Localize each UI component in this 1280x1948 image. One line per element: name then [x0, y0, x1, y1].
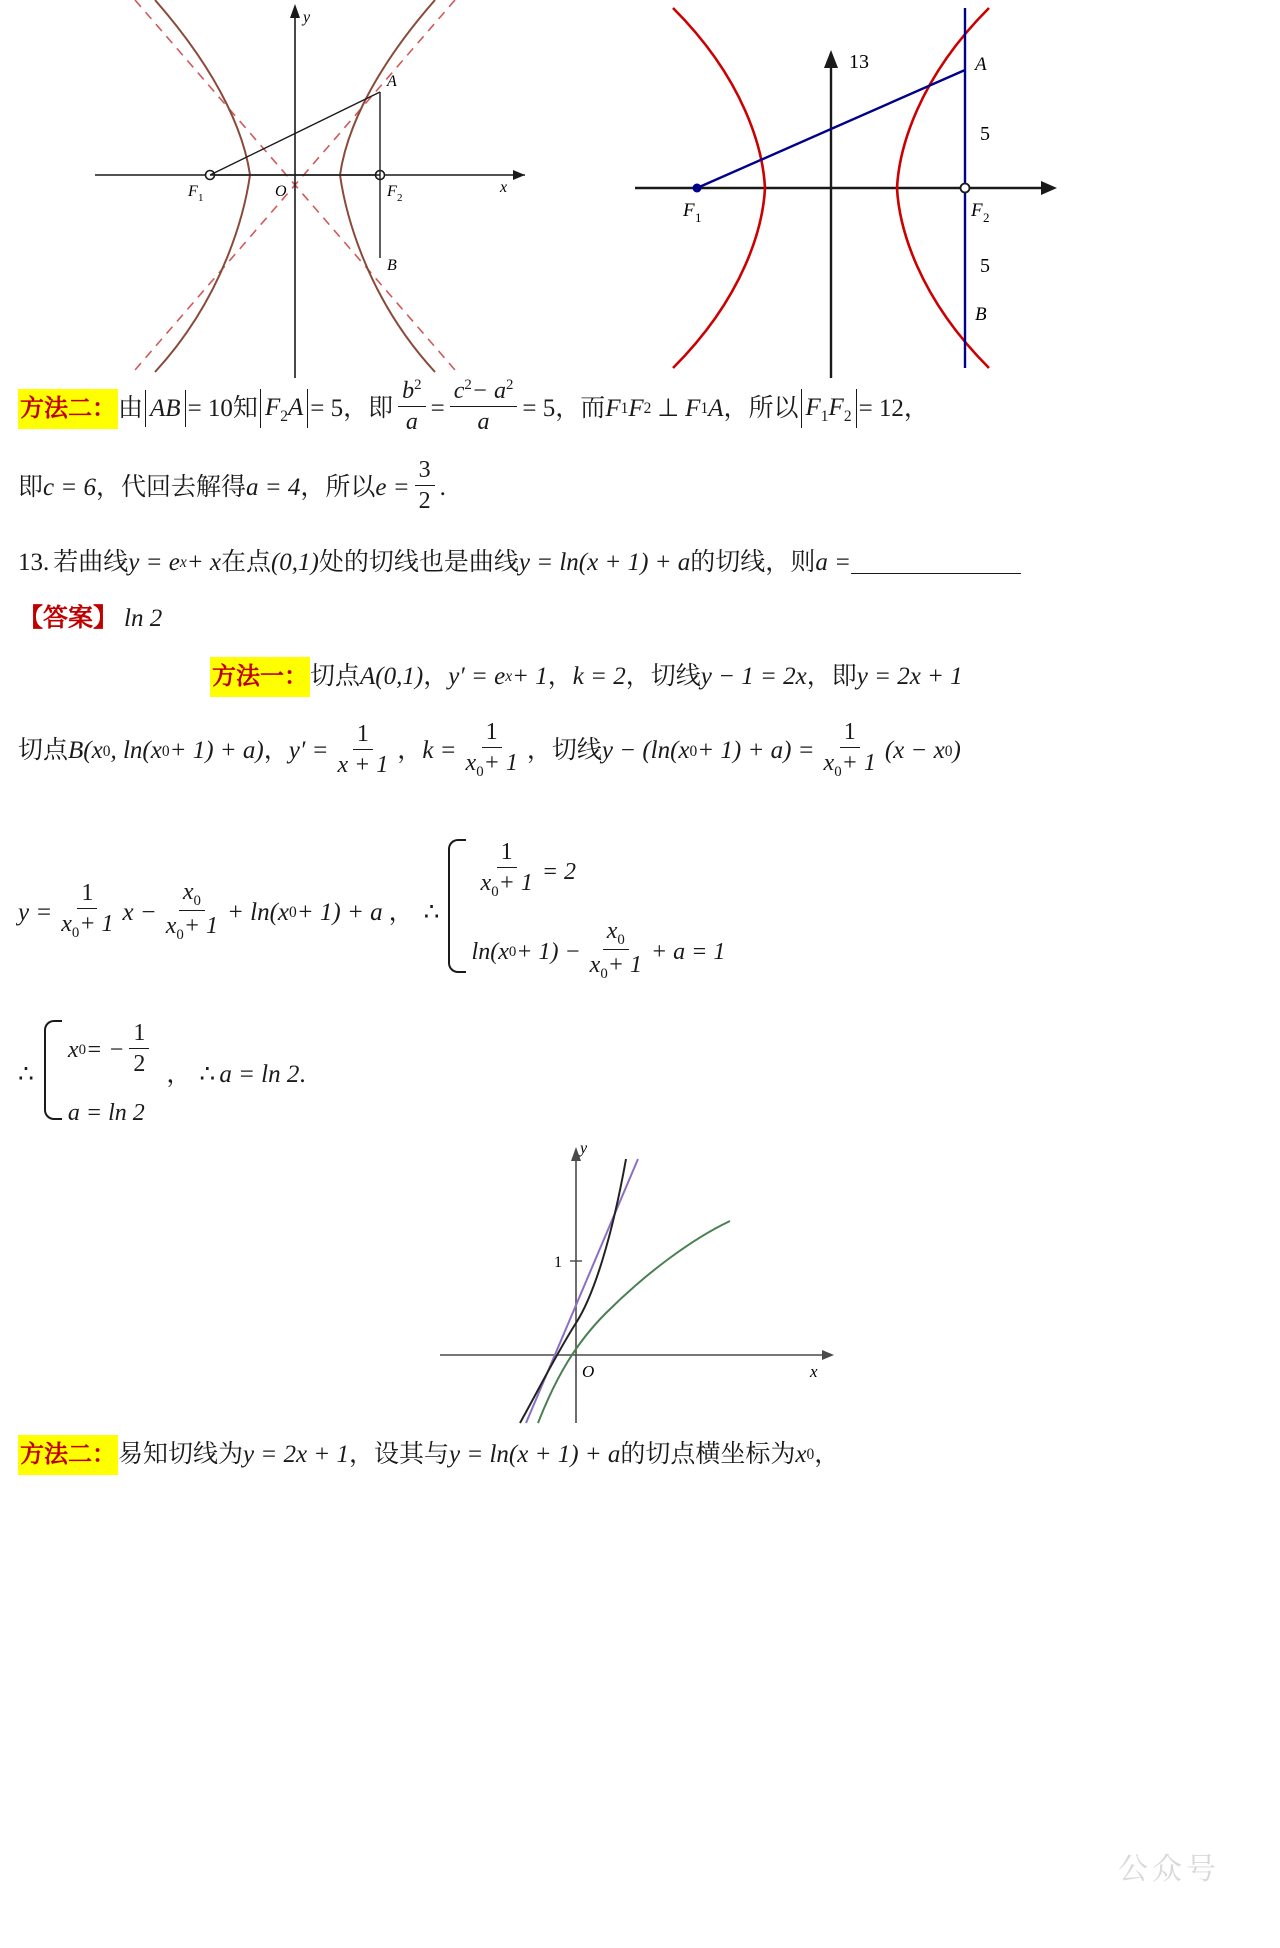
- derivative-rest: + 1: [512, 663, 548, 691]
- answer-label: 【答案】: [18, 603, 119, 632]
- conclusion-row-1: [68, 1020, 154, 1081]
- frac2-num-c: c: [453, 378, 465, 404]
- therefore-sym: ∴: [423, 898, 440, 926]
- sys1-den-sub: 0: [491, 884, 499, 901]
- conclusion-row-2: [68, 1095, 154, 1131]
- sys2-sub: 0: [508, 943, 517, 960]
- e-equals: e =: [375, 473, 410, 501]
- sys1-num: 1: [497, 837, 517, 868]
- conclusion-system: [44, 1020, 154, 1131]
- fb3-den-x: x: [823, 750, 835, 776]
- eq-10: = 10: [187, 394, 233, 422]
- tanb-a: y − (ln(x: [601, 737, 690, 765]
- comma-m: ，: [348, 1440, 374, 1468]
- text-tangent-abscissa: 的切点横坐标为: [620, 1440, 796, 1468]
- svg-text:1: 1: [554, 1253, 562, 1271]
- pointB-a: B(x: [68, 737, 103, 765]
- bottom-expr-2: y = ln(x + 1) + a: [448, 1440, 621, 1468]
- f1a-A: A: [708, 394, 724, 422]
- bg2-den-rest: + 1: [183, 912, 219, 939]
- text-at-point: 在点: [220, 549, 271, 576]
- eq-5: = 5: [310, 394, 344, 422]
- big-equation-line: [0, 839, 1280, 985]
- svg-text:y: y: [303, 9, 311, 26]
- fb2-den-x: x: [465, 750, 477, 776]
- watermark: 公众号: [1118, 1853, 1220, 1886]
- fb1-den: x + 1: [337, 751, 389, 778]
- hyperbola-chord-svg: [95, 0, 615, 378]
- pointB-sub2: 0: [161, 742, 170, 760]
- comma-h: ，: [263, 737, 289, 765]
- svg-text:F: F: [971, 200, 983, 221]
- conclusion-block: [0, 1020, 1280, 1131]
- f2a-A: A: [287, 393, 304, 421]
- fraction-c2-minus-a2-over-a: [450, 376, 518, 437]
- figure-hyperbola-chord: [95, 0, 615, 378]
- problem-dot: .: [43, 549, 50, 576]
- bottom-x0-sub: 0: [806, 1445, 815, 1463]
- f1a-s: 1: [700, 399, 709, 417]
- derivative: y′ = e: [448, 663, 506, 691]
- ln-rest: + 1) + a: [296, 898, 383, 926]
- f1f2-F2: F: [628, 394, 644, 422]
- y-prime: y′ =: [288, 737, 329, 765]
- svg-text:2: 2: [983, 210, 990, 225]
- text-tangent-b: 切线: [551, 737, 602, 765]
- figures-row: [0, 0, 1280, 378]
- frac1-num: b: [402, 378, 415, 404]
- frac1-den: a: [405, 409, 418, 435]
- f1f2b-s2: 2: [843, 407, 852, 425]
- fraction-x0-over-x0-plus-1-b: [586, 916, 646, 984]
- equation-system: [448, 839, 726, 985]
- method-two-line-2: [0, 457, 1280, 518]
- bg2-num-x: x: [182, 878, 194, 905]
- point-B-line: [0, 719, 1280, 783]
- frac-2-den: 2: [418, 488, 431, 514]
- text-that-is: 即: [368, 394, 394, 422]
- text-while: 而: [580, 394, 606, 422]
- bg1-num: 1: [77, 878, 97, 909]
- concl-num: 1: [129, 1018, 149, 1049]
- expr-exp-sup: x: [179, 554, 187, 572]
- method-one-label: 方法一：: [210, 657, 310, 697]
- svg-text:x: x: [810, 1361, 818, 1381]
- svg-text:F: F: [683, 200, 695, 221]
- svg-text:x: x: [500, 179, 508, 196]
- text-know: 知: [232, 394, 258, 422]
- sys2-end: + a = 1: [650, 938, 726, 965]
- svg-text:O: O: [582, 1361, 595, 1381]
- expr-ln: y = ln(x + 1) + a: [518, 549, 691, 576]
- f1f2b-s1: 1: [820, 407, 829, 425]
- comma-1: ，: [343, 394, 369, 422]
- f1f2-F: F: [605, 394, 621, 422]
- sys2-num-sub: 0: [617, 931, 625, 948]
- x0-rest: = −: [86, 1037, 125, 1064]
- y-equals: y =: [18, 898, 53, 926]
- fraction-1-over-x-plus-1: [333, 719, 392, 780]
- svg-text:1: 1: [198, 192, 204, 204]
- tangent-plot-svg: [430, 1137, 850, 1427]
- fb2-den-rest: + 1: [483, 750, 518, 776]
- eq-12: = 12: [858, 394, 904, 422]
- expr-exp-rest: + x: [186, 549, 221, 576]
- frac2-num-sup: 2: [464, 377, 472, 393]
- svg-text:B: B: [975, 304, 987, 325]
- tanb-d: ): [952, 737, 961, 765]
- comma-e: ，: [547, 663, 573, 691]
- text-hence: 所以: [325, 473, 376, 501]
- c-equals-6: c = 6: [43, 473, 96, 501]
- bg2-den-x: x: [165, 912, 177, 939]
- bottom-x0: x: [795, 1440, 807, 1468]
- svg-text:A: A: [387, 73, 397, 90]
- text-cause: 由: [118, 394, 144, 422]
- fb2-den-sub: 0: [476, 763, 484, 780]
- f1f2-s1: 1: [620, 399, 629, 417]
- fraction-3-over-2: [415, 455, 435, 516]
- bg2-den-sub: 0: [176, 926, 184, 943]
- a-ln2: a = ln 2: [67, 1099, 145, 1126]
- sys1-den-x: x: [480, 870, 492, 897]
- text-substitute: 代回去解得: [121, 473, 247, 501]
- method-two-line-1: [0, 378, 1280, 439]
- figure-tangent-plot-wrapper: [0, 1137, 1280, 1427]
- fraction-1-over-x0-plus-1: [462, 717, 522, 781]
- method-two-bottom-label: 方法二：: [18, 1435, 118, 1475]
- point-0-1: (0,1): [270, 549, 319, 576]
- answer-block: [0, 600, 1280, 638]
- comma-c: ，: [765, 549, 791, 576]
- comma-2: ，: [555, 394, 581, 422]
- f2a-sub: 2: [280, 407, 288, 425]
- frac2-den: a: [477, 409, 490, 435]
- expr-exp: y = e: [128, 549, 180, 576]
- pointB-sub: 0: [102, 742, 111, 760]
- text-therefore: 所以: [748, 394, 799, 422]
- period-2: .: [299, 1061, 306, 1089]
- final-result: a = ln 2: [219, 1061, 300, 1089]
- sys2-num-x: x: [606, 917, 618, 944]
- eq-mid: =: [430, 394, 445, 422]
- f2a-F: F: [264, 393, 281, 421]
- text-then: 则: [790, 549, 816, 576]
- comma-f: ，: [625, 663, 651, 691]
- fb2-num: 1: [482, 717, 502, 748]
- sys2-b: + 1) −: [516, 938, 581, 965]
- derivative-sup: x: [505, 668, 513, 686]
- text-so: 即: [18, 473, 44, 501]
- comma-d: ，: [423, 663, 449, 691]
- frac2-num-minus: − a: [471, 378, 506, 404]
- text-suppose: 设其与: [373, 1440, 449, 1468]
- frac2-num-sup2: 2: [505, 377, 514, 393]
- text-if-curve: 若曲线: [53, 549, 129, 576]
- fraction-1-over-x0-plus-1-b: [820, 717, 880, 781]
- fb3-num: 1: [840, 717, 860, 748]
- svg-text:5: 5: [980, 123, 990, 145]
- fraction-1-over-x0-plus-1-c: [57, 878, 117, 942]
- fraction-1-over-x0-plus-1-d: [477, 837, 537, 901]
- fb3-den-rest: + 1: [841, 750, 876, 776]
- svg-text:B: B: [387, 257, 397, 274]
- perp-symbol: ⊥: [657, 394, 680, 422]
- svg-text:O: O: [275, 183, 287, 200]
- svg-text:F: F: [387, 183, 397, 200]
- fb1-num: 1: [353, 719, 373, 750]
- k-equals: k =: [422, 737, 457, 765]
- plus-ln: + ln(x: [227, 898, 290, 926]
- tanb-sub2: 0: [944, 742, 953, 760]
- tangent-eq-2: y = 2x + 1: [856, 663, 963, 691]
- comma-j: ，: [526, 737, 552, 765]
- comma-g: ，: [806, 663, 832, 691]
- comma-b: ，: [300, 473, 326, 501]
- svg-text:1: 1: [695, 210, 702, 225]
- period-1: .: [439, 473, 446, 501]
- sys1-equals: = 2: [541, 858, 577, 885]
- svg-text:F: F: [188, 183, 198, 200]
- system-row-1: [472, 839, 726, 903]
- therefore-sym-2: ∴: [18, 1061, 34, 1089]
- comma-n: ，: [814, 1440, 840, 1468]
- text-namely: 即: [831, 663, 857, 691]
- therefore-sym-3: ∴: [199, 1061, 216, 1089]
- f1f2-s2: 2: [643, 399, 652, 417]
- frac-3-num: 3: [415, 455, 435, 486]
- eq-5b: = 5: [522, 394, 556, 422]
- bg2-num-sub: 0: [193, 892, 201, 909]
- fb3-den-sub: 0: [834, 763, 842, 780]
- bg1-den-rest: + 1: [79, 911, 114, 938]
- comma-l: ，: [166, 1061, 192, 1089]
- answer-value: ln 2: [124, 604, 163, 632]
- method-two-label: 方法二：: [18, 389, 118, 429]
- x-minus: x −: [122, 898, 157, 926]
- concl-den: 2: [133, 1050, 146, 1077]
- sys2-a: ln(x: [471, 938, 509, 965]
- svg-text:13: 13: [849, 51, 869, 73]
- system-brace: [448, 839, 466, 973]
- a-equals-blank: a =: [815, 549, 851, 576]
- fraction-b2-over-a: [398, 376, 425, 437]
- frac1-num-sup: 2: [414, 377, 422, 393]
- conclusion-brace: [44, 1020, 62, 1120]
- fraction-x0-over-x0-plus-1: [162, 877, 222, 945]
- method-one-line: [0, 657, 1280, 697]
- ln-sub: 0: [289, 903, 297, 921]
- comma-i: ，: [397, 737, 423, 765]
- text-tangent-also: 处的切线也是曲线: [318, 549, 519, 576]
- sys2-den-rest: + 1: [607, 952, 642, 979]
- svg-text:2: 2: [397, 192, 403, 204]
- problem-number: 13: [18, 549, 43, 576]
- f1f2b-F2: F: [828, 393, 844, 421]
- fraction-1-over-2: [129, 1018, 149, 1079]
- tanb-sub: 0: [689, 742, 698, 760]
- system-row-2: [472, 918, 726, 986]
- sys2-den-sub: 0: [600, 965, 608, 982]
- text-tangent-point: 切点: [310, 663, 361, 691]
- text-tangent-point-b: 切点: [18, 737, 69, 765]
- tanb-c: (x − x: [884, 737, 945, 765]
- k-equals-2: k = 2: [572, 663, 626, 691]
- hyperbola-triangle-svg: [635, 0, 1065, 378]
- problem-13: [0, 544, 1280, 582]
- bg1-den-x: x: [61, 911, 72, 938]
- f1f2b-F: F: [805, 393, 821, 421]
- sys1-den-rest: + 1: [498, 870, 533, 897]
- comma-3: ，: [723, 394, 749, 422]
- sys2-den-x: x: [589, 952, 601, 979]
- pointB-rest: , ln(x: [110, 737, 162, 765]
- tanb-b: + 1) + a) =: [697, 737, 815, 765]
- bottom-expr-1: y = 2x + 1: [243, 1440, 349, 1468]
- comma-k: ，: [388, 898, 414, 926]
- ab-segment: AB: [150, 394, 181, 422]
- text-tangent-line: 切线: [650, 663, 701, 691]
- text-of-tangent: 的切线: [690, 549, 766, 576]
- tangent-eq-1: y − 1 = 2x: [700, 663, 807, 691]
- method-two-bottom-line: [0, 1435, 1280, 1475]
- a-equals-4: a = 4: [246, 473, 301, 501]
- text-easy-to-know: 易知切线为: [118, 1440, 244, 1468]
- svg-text:5: 5: [980, 255, 990, 277]
- svg-text:y: y: [580, 1139, 588, 1157]
- bg1-den-sub: 0: [71, 925, 80, 942]
- comma-4: ，: [903, 394, 929, 422]
- comma-a: ，: [95, 473, 121, 501]
- answer-blank[interactable]: [851, 551, 1021, 574]
- figure-hyperbola-triangle: [635, 0, 1065, 378]
- x0-sub: 0: [78, 1041, 86, 1058]
- x0-var: x: [67, 1037, 79, 1064]
- pointB-rest2: + 1) + a): [169, 737, 264, 765]
- svg-text:A: A: [975, 54, 987, 75]
- point-A: A(0,1): [360, 663, 424, 691]
- f1a-F: F: [685, 394, 701, 422]
